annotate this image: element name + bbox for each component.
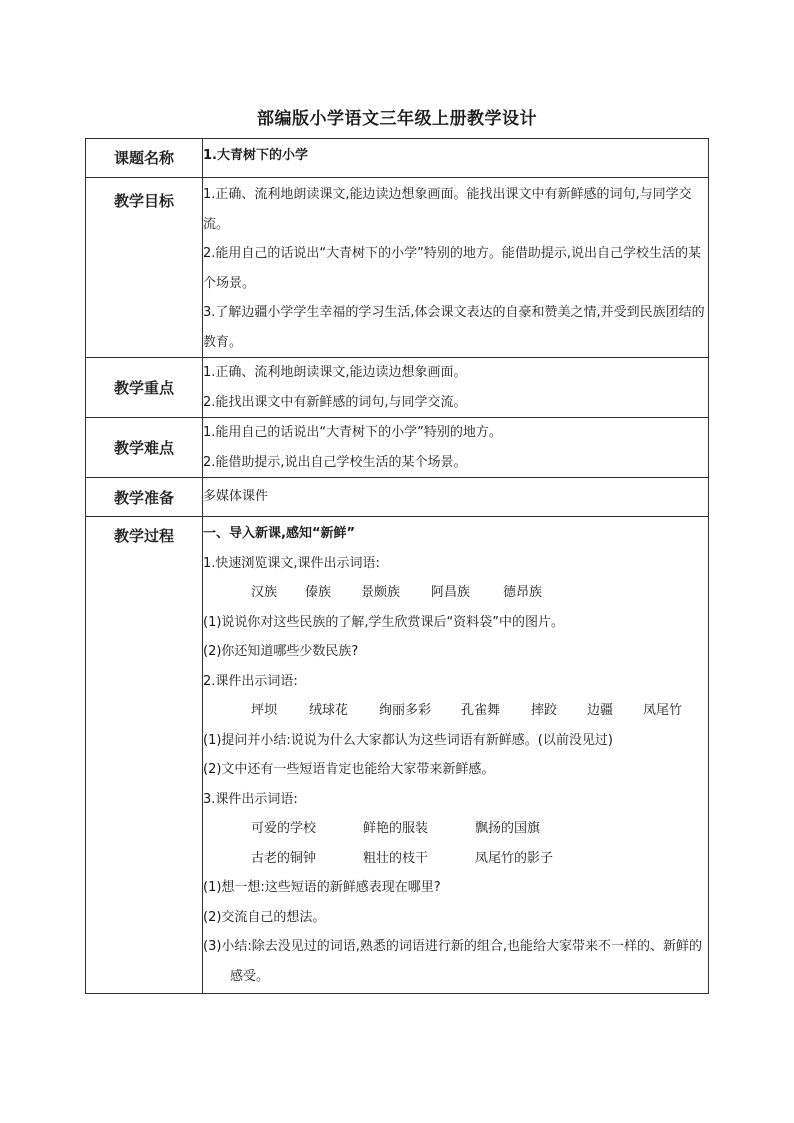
phrase: 凤尾竹的影子 <box>475 850 554 866</box>
label-prep: 教学准备 <box>86 478 203 517</box>
phrase: 鲜艳的服装 <box>363 821 429 836</box>
process-question: (2)你还知道哪些少数民族? <box>203 644 359 659</box>
process-step: 3.课件出示词语: <box>203 791 298 807</box>
difficult-item: 2.能借助提示,说出自己学校生活的某个场景。 <box>203 454 467 470</box>
row-process <box>86 517 709 994</box>
word: 德昂族 <box>503 585 543 600</box>
process-step: 2.课件出示词语: <box>203 673 298 689</box>
word: 凤尾竹 <box>643 703 683 718</box>
process-heading: 一、导入新课,感知“新鲜” <box>203 526 356 541</box>
word: 孔雀舞 <box>461 703 501 718</box>
label-difficult-points: 教学难点 <box>86 418 203 478</box>
word: 绒球花 <box>309 703 349 718</box>
process-question: (2)交流自己的想法。 <box>203 909 326 925</box>
row-goals <box>86 178 709 358</box>
difficult-item: 1.能用自己的话说出“大青树下的小学”特别的地方。 <box>203 425 502 440</box>
word: 景颇族 <box>361 585 401 600</box>
phrase: 飘扬的国旗 <box>475 821 541 836</box>
process-question: (2)文中还有一些短语肯定也能给大家带来新鲜感。 <box>203 762 495 777</box>
process-question: (1)说说你对这些民族的了解,学生欣赏课后“资料袋”中的图片。 <box>203 614 565 630</box>
key-item: 1.正确、流利地朗读课文,能边读边想象画面。 <box>203 365 467 380</box>
label-process: 教学过程 <box>86 517 203 994</box>
word: 傣族 <box>305 585 332 600</box>
label-topic: 课题名称 <box>86 139 203 178</box>
row-key-points <box>86 358 709 418</box>
document-title: 部编版小学语文三年级上册教学设计 <box>257 109 537 129</box>
process-question: (1)想一想:这些短语的新鲜感表现在哪里? <box>203 880 441 895</box>
word-list-new <box>203 696 708 726</box>
word-list-ethnic <box>203 578 708 608</box>
phrase: 粗壮的枝干 <box>363 850 429 866</box>
row-topic <box>86 139 709 178</box>
prep-value: 多媒体课件 <box>203 478 709 517</box>
word: 绚丽多彩 <box>379 703 432 718</box>
process-question: (1)提问并小结:说说为什么大家都认为这些词语有新鲜感。(以前没见过) <box>203 732 613 748</box>
word: 阿昌族 <box>431 585 471 600</box>
goal-item: 3.了解边疆小学学生幸福的学习生活,体会课文表达的自豪和赞美之情,并受到民族团结的教育。 <box>203 305 705 350</box>
row-difficult-points <box>86 418 709 478</box>
row-prep <box>86 478 709 517</box>
word: 边疆 <box>587 703 614 718</box>
goal-item: 1.正确、流利地朗读课文,能边读边想象画面。能找出课文中有新鲜感的词句,与同学交流。 <box>203 187 692 232</box>
phrase-list-a <box>203 814 708 844</box>
label-key-points: 教学重点 <box>86 358 203 418</box>
phrase: 古老的铜钟 <box>251 850 317 866</box>
lesson-plan-table <box>85 138 709 994</box>
topic-value: 1.大青树下的小学 <box>203 139 709 178</box>
label-goals: 教学目标 <box>86 178 203 358</box>
key-item: 2.能找出课文中有新鲜感的词句,与同学交流。 <box>203 394 467 410</box>
word: 摔跤 <box>531 703 558 718</box>
process-summary: (3)小结:除去没见过的词语,熟悉的词语进行新的组合,也能给大家带来不一样的、新鲜的感受。 <box>203 939 703 984</box>
process-step: 1.快速浏览课文,课件出示词语: <box>203 555 380 571</box>
word: 汉族 <box>251 585 278 600</box>
goal-item: 2.能用自己的话说出“大青树下的小学”特别的地方。能借助提示,说出自己学校生活的某个场景。 <box>203 246 702 291</box>
phrase: 可爱的学校 <box>251 821 317 836</box>
phrase-list-b <box>203 844 708 874</box>
word: 坪坝 <box>251 703 278 718</box>
